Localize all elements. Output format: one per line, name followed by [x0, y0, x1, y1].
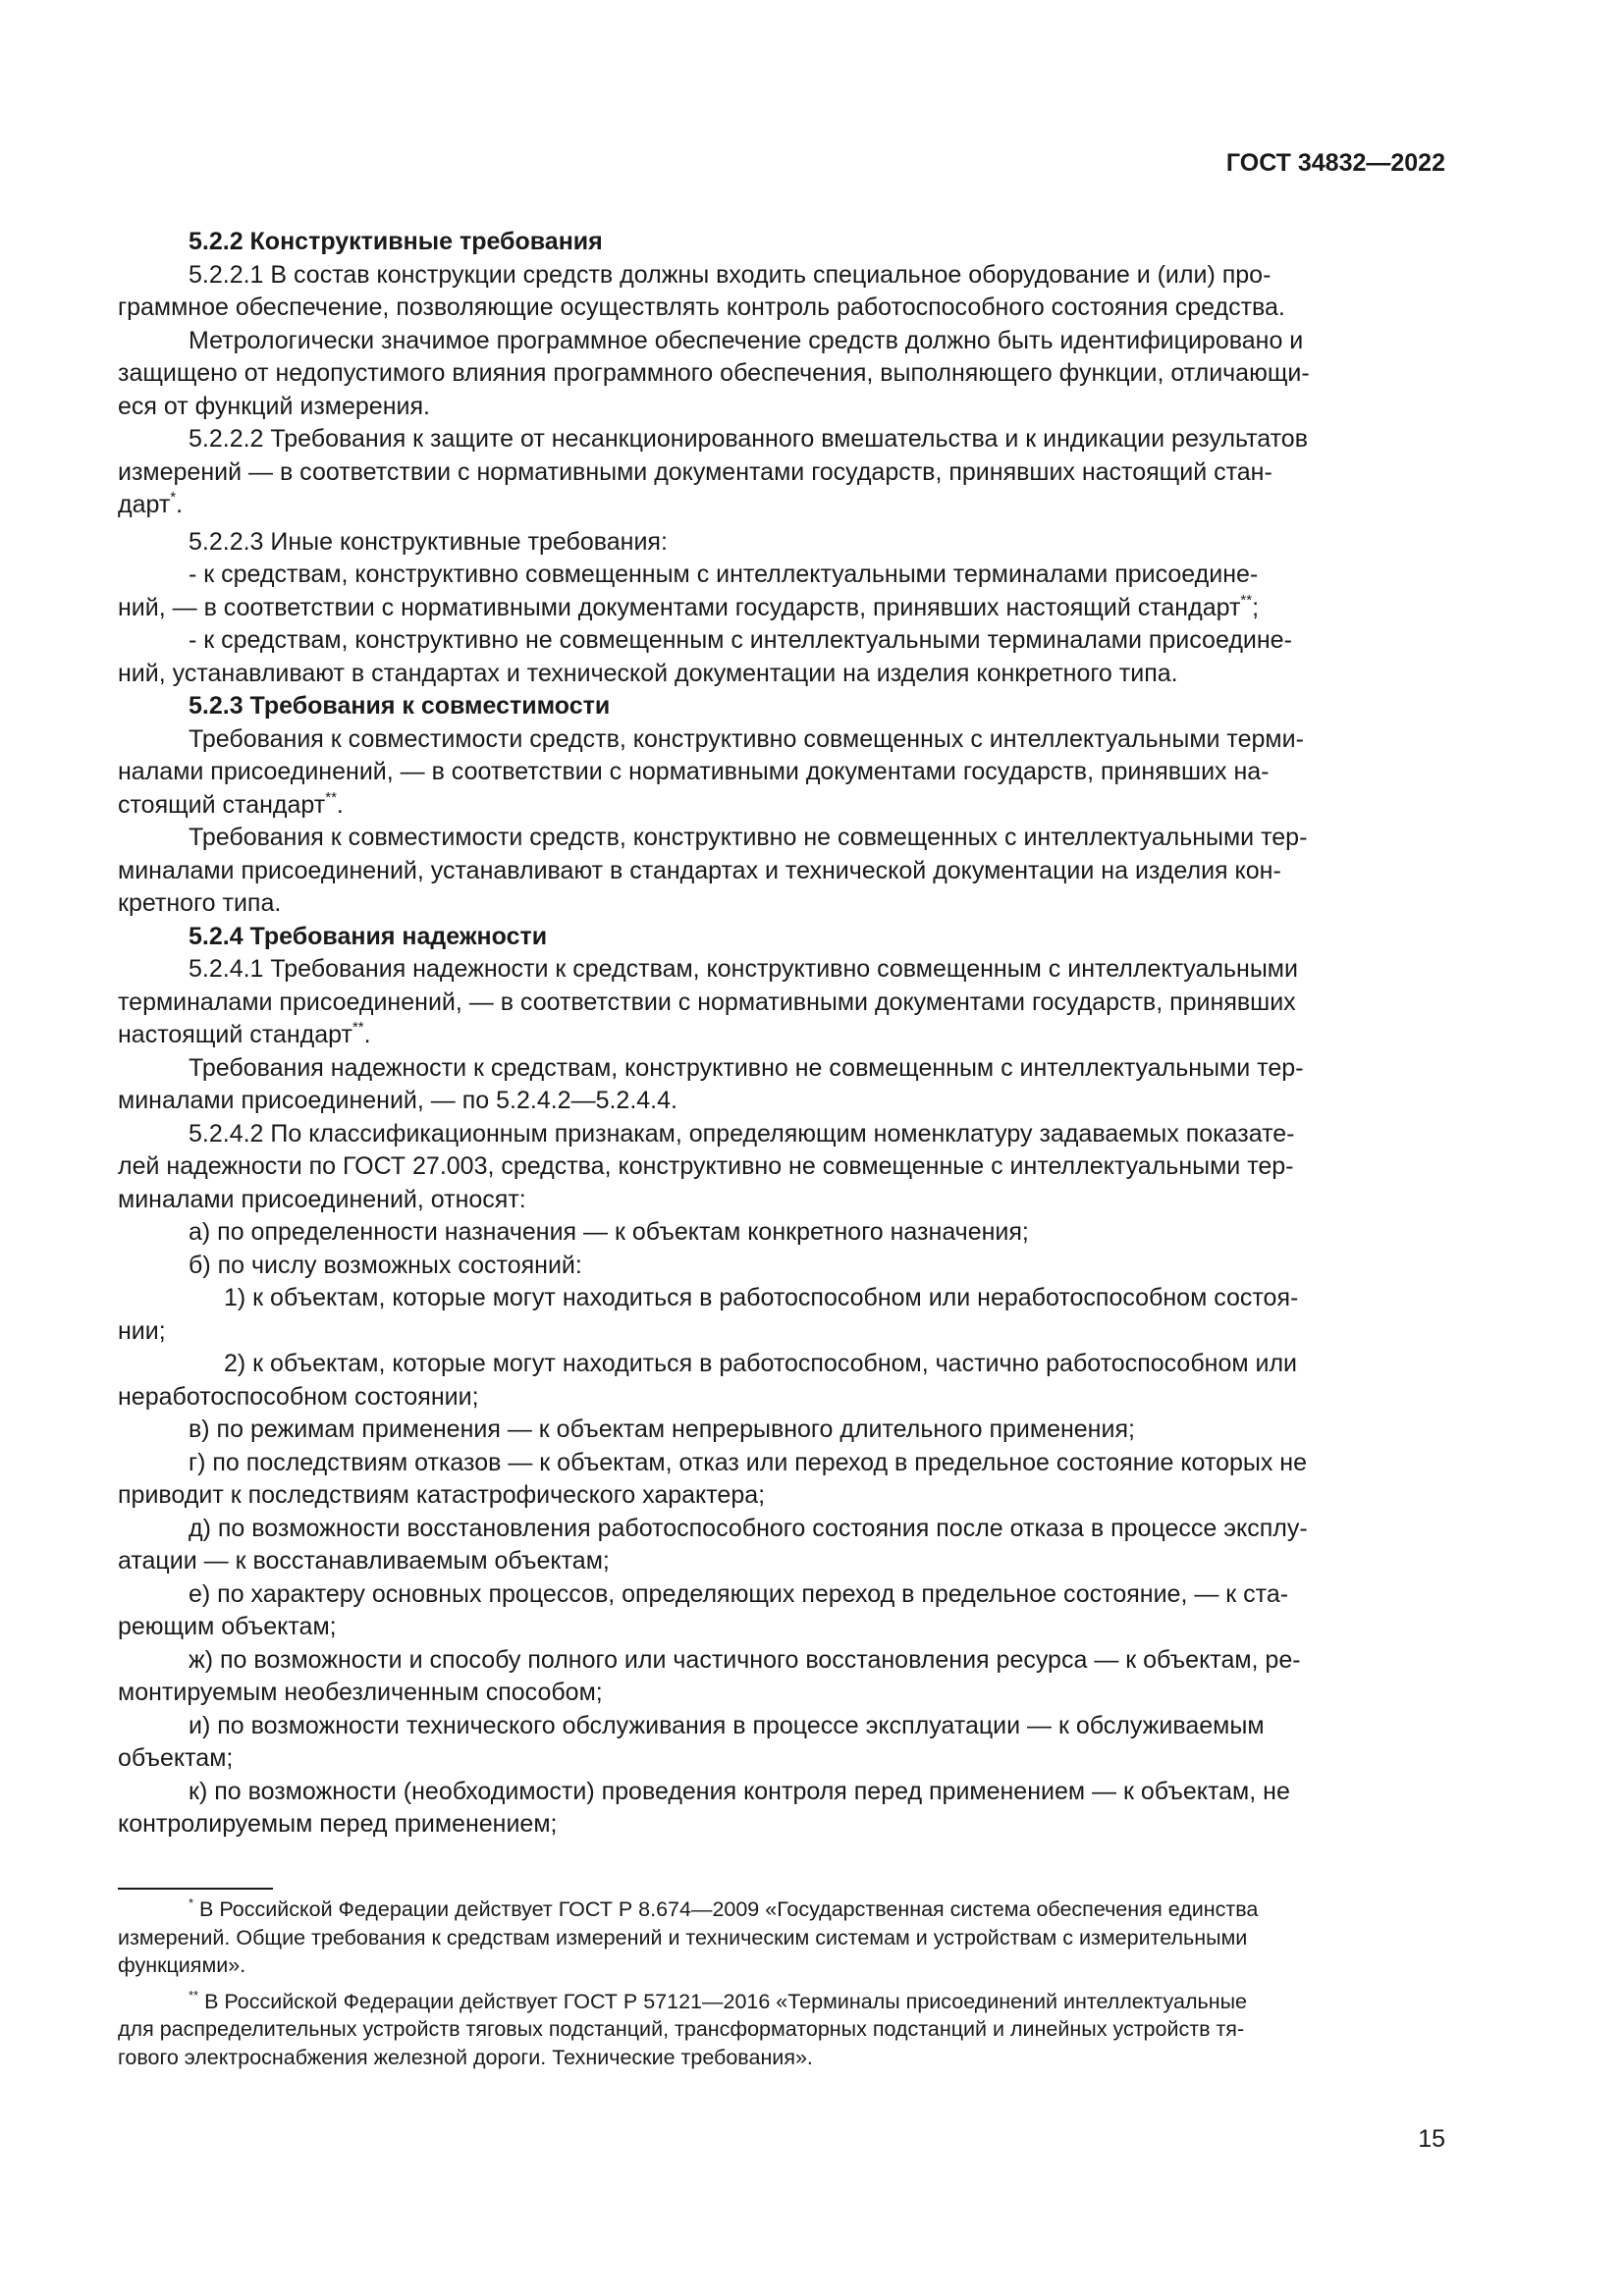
paragraph-5-2-2-3: 5.2.2.3 Иные конструктивные требования: [189, 527, 668, 556]
list-item-b-2: 2) к объектам, которые могут находиться в работоспособном, частично работоспособном или неработоспособном состоянии; [118, 1350, 1298, 1411]
list-item-v: в) по режимам применения — к объектам непрерывного длительного применения; [189, 1415, 1135, 1443]
footnote-separator [118, 1888, 273, 1890]
footnote-ref-2: ** [352, 1019, 364, 1036]
section-heading-5-2-4: 5.2.4 Требования надежности [189, 922, 548, 950]
footnote-ref-2: ** [325, 788, 337, 806]
footnote-mark-2: ** [189, 1987, 199, 2002]
section-heading-5-2-2: 5.2.2 Конструктивные требования [189, 228, 603, 255]
list-item-g: г) по последствиям отказов — к объектам, отказ или переход в предельное состояние которых не приводит к последствиям катастрофического характера; [118, 1448, 1308, 1509]
list-item-e: е) по характеру основных процессов, определяющих переход в предельное состояние, — к ста- реющим объектам; [118, 1579, 1289, 1640]
paragraph-5-2-4-1: 5.2.4.1 Требования надежности к средствам, конструктивно совмещенным с интеллектуальными терминалами присоединений, — в соответствии с нормативными документами государств, принявших настоящий стандарт**. [118, 955, 1298, 1048]
section-heading-5-2-3: 5.2.3 Требования к совместимости [189, 692, 611, 720]
list-item-not-combined: - к средствам, конструктивно не совмещенным с интеллектуальными терминалами присоедине- ний, устанавливают в стандартах и технической документации на изделия конкретного типа. [118, 626, 1292, 687]
list-item-b-1: 1) к объектам, которые могут находиться в работоспособном или неработоспособном состоя- нии; [118, 1284, 1299, 1345]
footnote-1: * В Российской Федерации действует ГОСТ Р 8.674—2009 «Государственная система обеспечения единства измерений. Общие требования к средствам измерений и техническим системам и устройствам с измерительными функциями». [118, 1896, 1259, 1977]
footnote-mark-1: * [189, 1896, 194, 1910]
footnotes [118, 1896, 1445, 2071]
paragraph-5-2-2-2: 5.2.2.2 Требования к защите от несанкционированного вмешательства и к индикации результатов измерений — в соответствии с нормативными документами государств, принявших настоящий стан- дарт*. [118, 425, 1308, 518]
list-item-a: а) по определенности назначения — к объектам конкретного назначения; [189, 1218, 1029, 1246]
paragraph-compat-not-combined: Требования к совместимости средств, конструктивно не совмещенных с интеллектуальными тер- миналами присоединений, устанавливают в стандартах и технической документации на изделия кон- кретного типа. [118, 824, 1308, 917]
list-item-zh: ж) по возможности и способу полного или частичного восстановления ресурса — к объектам, ре- монтируемым необезличенным способом; [118, 1645, 1301, 1706]
footnote-ref-2: ** [1240, 591, 1253, 609]
list-item-k: к) по возможности (необходимости) проведения контроля перед применением — к объектам, не контролируемым перед применением; [118, 1777, 1290, 1838]
paragraph-reliability-not-combined: Требования надежности к средствам, конструктивно не совмещенным с интеллектуальными тер- миналами присоединений, — по 5.2.4.2—5.2.4.4. [118, 1053, 1304, 1114]
paragraph-5-2-2-1: 5.2.2.1 В состав конструкции средств должны входить специальное оборудование и (или) про- граммное обеспечение, позволяющие осуществлять контроль работоспособного состояния средства. [118, 260, 1285, 321]
list-item-d: д) по возможности восстановления работоспособного состояния после отказа в процессе эксплу- атации — к восстанавливаемым объектам; [118, 1514, 1308, 1575]
page-number: 15 [1418, 2125, 1445, 2153]
list-item-combined: - к средствам, конструктивно совмещенным с интеллектуальными терминалами присоедине- ний, — в соответствии с нормативными документами государств, принявших настоящий стандарт**; [118, 561, 1260, 621]
paragraph-5-2-4-2: 5.2.4.2 По классификационным признакам, определяющим номенклатуру задаваемых показате- лей надежности по ГОСТ 27.003, средства, конструктивно не совмещенные с интеллектуальными тер- миналами присоединений, относят: [118, 1119, 1295, 1213]
list-item-b: б) по числу возможных состояний: [189, 1251, 582, 1279]
footnote-2: ** В Российской Федерации действует ГОСТ Р 57121—2016 «Терминалы присоединений интеллектуальные для распределительных устройств тяговых подстанций, трансформаторных подстанций и линейных устройств тя- гового электроснабжения железной дороги. Технические требования». [118, 1987, 1247, 2069]
list-item-i: и) по возможности технического обслуживания в процессе эксплуатации — к обслуживаемым объектам; [118, 1711, 1265, 1772]
paragraph-compat-combined: Требования к совместимости средств, конструктивно совмещенных с интеллектуальными терми- налами присоединений, — в соответствии с нормативными документами государств, принявших на- стоящий стандарт**. [118, 724, 1304, 819]
footnote-ref-1: * [170, 489, 177, 506]
document-header: ГОСТ 34832—2022 [1225, 149, 1445, 177]
paragraph-software: Метрологически значимое программное обеспечение средств должно быть идентифицировано и защищено от недопустимого влияния программного обеспечения, выполняющего функции, отличающи- еся от функций измерения. [118, 326, 1310, 420]
document-body [118, 226, 1445, 1842]
